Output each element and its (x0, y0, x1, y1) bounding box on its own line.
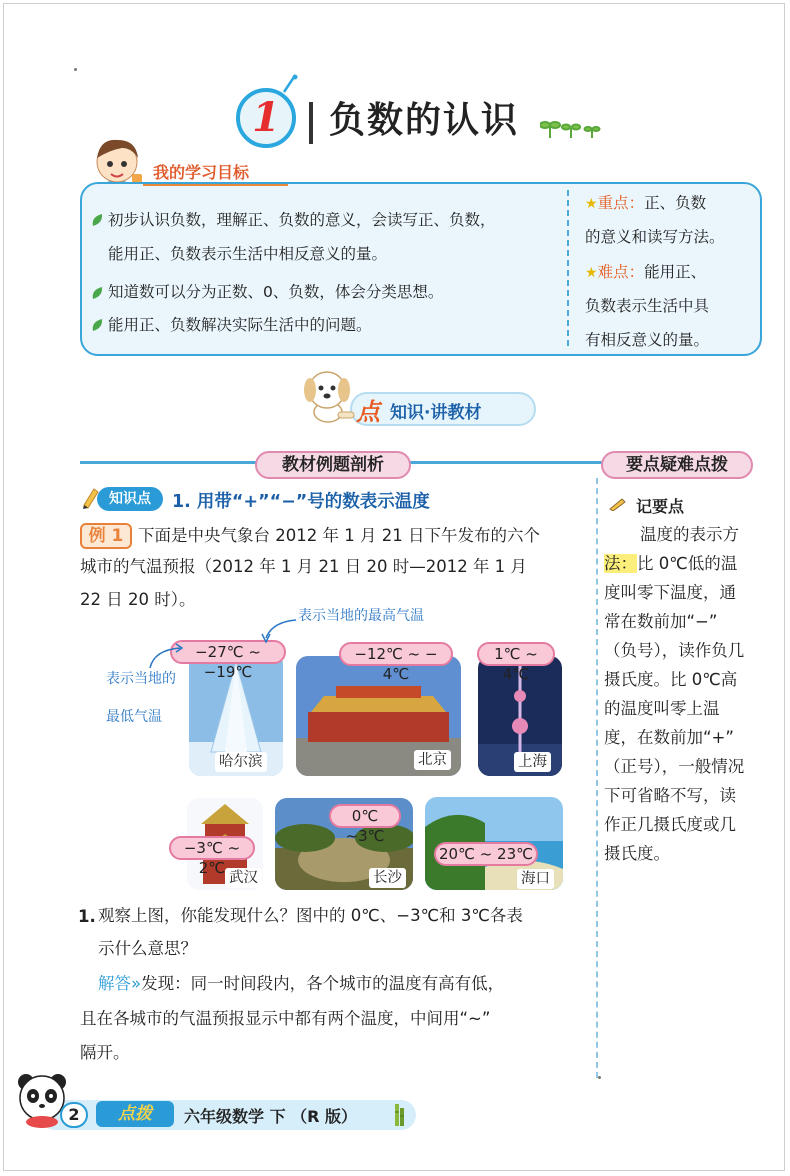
question-line1: 观察上图，你能发现什么？图中的 0℃、−3℃和 3℃各表 (98, 906, 523, 925)
key-point-line1 (585, 193, 706, 214)
difficult-point-line2: 负数表示生活中具 (585, 297, 710, 315)
city-label: 哈尔滨 (215, 752, 267, 772)
sidebar-line: 摄氏度。比 0℃高 (604, 670, 738, 689)
puppy-mascot-icon (298, 368, 356, 424)
leaf-bullet-icon (91, 213, 103, 227)
sidebar-line: （负号），读作负几 (604, 641, 745, 660)
answer-label: 解答» (98, 974, 142, 993)
key-point-label: 重点： (597, 194, 645, 212)
difficult-point-label: 难点： (597, 263, 645, 281)
sidebar-line: 度，在数前加“+” (604, 728, 734, 747)
key-point-text: 正、负数 (644, 194, 707, 212)
highlight: 法： (604, 554, 637, 573)
bamboo-icon (392, 1102, 406, 1126)
star-icon: ★ (585, 196, 598, 212)
answer-line3: 隔开。 (80, 1043, 130, 1062)
temp-range-harbin: −27℃ ~ −19℃ (170, 640, 286, 664)
example-line2: 城市的气温预报（2012 年 1 月 21 日 20 时—2012 年 1 月 (80, 557, 527, 576)
city-label: 海口 (517, 869, 554, 889)
banner-title: 知识·讲教材 (390, 403, 482, 423)
footer-brand: 点拨 (96, 1101, 174, 1127)
print-dot (598, 1076, 601, 1079)
sidebar-line: 作正几摄氏度或几 (604, 815, 736, 834)
leaf-bullet-icon (91, 286, 103, 300)
city-label: 武汉 (225, 868, 262, 888)
section-textbook-examples: 教材例题剖析 (255, 451, 411, 479)
sidebar-line: （正号），一般情况 (604, 757, 745, 776)
sidebar-line: 法：比 0℃低的温 (604, 554, 738, 573)
temp-range-changsha: 0℃ ~3℃ (329, 804, 401, 828)
example-line1: 下面是中央气象台 2012 年 1 月 21 日下午发布的六个 (138, 526, 540, 545)
temp-range-wuhan: −3℃ ~ 2℃ (169, 836, 255, 860)
city-label: 上海 (514, 752, 551, 772)
city-label: 长沙 (369, 868, 406, 888)
annotation-highest-temp: 表示当地的最高气温 (298, 608, 424, 624)
antenna-icon (282, 74, 298, 94)
sidebar-line: 温度的表示方 (640, 525, 739, 544)
goals-divider (567, 190, 569, 346)
sidebar-line: 的温度叫零上温 (604, 699, 720, 718)
goal-item-3: 能用正、负数解决实际生活中的问题。 (108, 316, 372, 334)
temp-range-haikou: 20℃ ~ 23℃ (434, 842, 538, 866)
knowledge-point-badge: 知识点 (97, 487, 163, 511)
sidebar-line: 下可省略不写，读 (604, 786, 736, 805)
goal-item-1-line1: 初步认识负数，理解正、负数的意义，会读写正、负数， (108, 211, 496, 229)
title-separator (309, 102, 313, 144)
star-icon: ★ (585, 265, 598, 281)
question-number: 1. (78, 907, 96, 926)
note-pencil-icon (608, 497, 626, 511)
section-key-points: 要点疑难点拨 (601, 451, 753, 479)
temp-range-beijing: −12℃ ~ − 4℃ (339, 642, 453, 666)
sidebar-line: 摄氏度。 (604, 844, 670, 863)
sprouts-icon (540, 118, 602, 140)
example-badge: 例 1 (80, 523, 132, 549)
photo-beijing (296, 656, 461, 776)
sidebar-line: 常在数前加“−” (604, 612, 718, 631)
annotation-lowest-temp-line2: 最低气温 (106, 709, 162, 725)
chapter-number-badge (236, 88, 296, 148)
key-point-line2: 的意义和读写方法。 (585, 228, 725, 246)
city-label: 北京 (414, 750, 451, 770)
difficult-point-line1 (585, 262, 706, 283)
knowledge-point-title: 1. 用带“+”“−”号的数表示温度 (172, 492, 430, 512)
annotation-lowest-temp-line1: 表示当地的 (106, 671, 176, 687)
answer-line2: 且在各城市的气温预报显示中都有两个温度，中间用“~” (80, 1009, 491, 1028)
goal-item-1-line2: 能用正、负数表示生活中相反意义的量。 (108, 245, 388, 263)
sidebar-line: 度叫零下温度，通 (604, 583, 736, 602)
goal-item-2: 知道数可以分为正数、0、负数，体会分类思想。 (108, 283, 444, 301)
example-line3: 22 日 20 时）。 (80, 590, 196, 609)
leaf-bullet-icon (91, 318, 103, 332)
annotation-arrows (148, 610, 308, 680)
difficult-point-line3: 有相反意义的量。 (585, 331, 710, 349)
column-divider (596, 478, 598, 1078)
temp-range-shanghai: 1℃ ~ 4℃ (477, 642, 555, 666)
banner-dian: 点 (356, 398, 380, 426)
answer-text: 发现：同一时间段内，各个城市的温度有高有低， (141, 974, 505, 993)
sidebar-title: 记要点 (636, 497, 685, 516)
page-number: 2 (60, 1102, 88, 1128)
chapter-title: 负数的认识 (329, 100, 520, 141)
goals-heading-underline (143, 184, 288, 186)
answer-line1 (98, 967, 504, 1001)
footer-book-title: 六年级数学 下 （R 版） (184, 1107, 358, 1126)
question-line2: 示什么意思？ (98, 939, 197, 958)
difficult-point-text: 能用正、 (644, 263, 707, 281)
print-dot (74, 68, 77, 71)
chapter-number: 1 (252, 94, 280, 141)
goals-heading: 我的学习目标 (153, 163, 250, 182)
